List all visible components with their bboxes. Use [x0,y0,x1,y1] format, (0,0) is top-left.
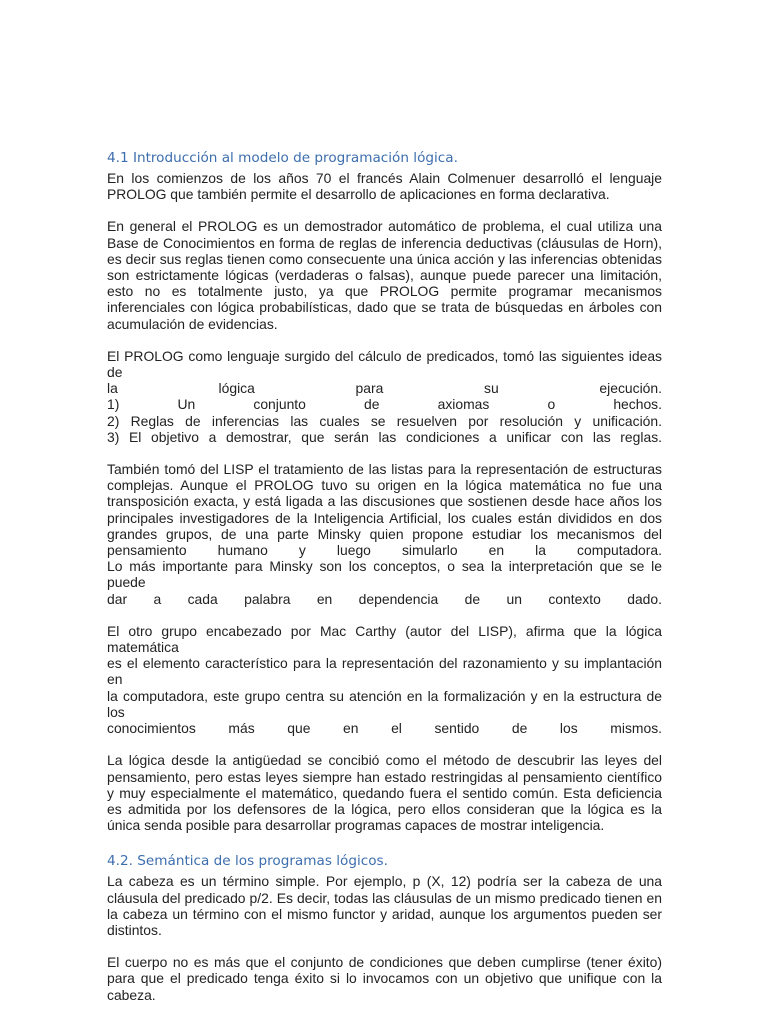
text-line: complejas. Aunque el PROLOG tuvo su origen en la lógica matemática no fue una [107,477,662,494]
text-line: El PROLOG como lenguaje surgido del cálculo de predicados, tomó las siguientes ideas de [107,347,662,381]
paragraph-head: La cabeza es un término simple. Por ejemplo, p (X, 12) podría ser la cabeza de una cláusula del predicado p/2. Es decir, todas las cláusulas de un mismo predicado tienen en la cabeza un término con el mismo functor y aridad, aunque los argumentos pueden ser distintos. [107,873,662,938]
paragraph-lisp [107,461,662,607]
text-line: grandes grupos, de una parte Minsky quien propone estudiar los mecanismos del [107,525,662,542]
paragraph-body: El cuerpo no es más que el conjunto de condiciones que deben cumplirse (tener éxito) para que el predicado tenga éxito si lo invocamos con un objetivo que unifique con la cabeza. [107,954,662,1003]
text-line: Lo más importante para Minsky son los conceptos, o sea la interpretación que se le puede [107,558,662,591]
section-heading-4-1: 4.1 Introducción al modelo de programación lógica. [107,150,458,166]
text-line: También tomó del LISP el tratamiento de las listas para la representación de estructuras [107,461,662,478]
paragraph-prolog-general: En general el PROLOG es un demostrador automático de problema, el cual utiliza una Base de Conocimientos en forma de reglas de inferencia deductivas (cláusulas de Horn), es decir sus reglas tienen como consecuente una única acción y las inferencias obtenidas son estrictamente lógicas (verdaderas o falsas), aunque puede parecer una limitación, esto no es totalmente justo, ya que PROLOG permite programar mecanismos inferenciales con lógica probabilísticas, dado que se trata de búsquedas en árboles con acumulación de evidencias. [107,218,662,332]
text-line: dar a cada palabra en dependencia de un contexto dado. [107,590,662,607]
list-item: 2) Reglas de inferencias las cuales se resuelven por resolución y unificación. [107,412,662,429]
section-heading-4-2: 4.2. Semántica de los programas lógicos. [107,853,388,870]
list-item: 1) Un conjunto de axiomas o hechos. [107,396,662,413]
text-line: El otro grupo encabezado por Mac Carthy (autor del LISP), afirma que la lógica matemática [107,622,662,656]
text-line: pensamiento humano y luego simularlo en la computadora. [107,542,662,559]
list-item: 3) El objetivo a demostrar, que serán las condiciones a unificar con las reglas. [107,428,662,445]
text-line: la lógica para su ejecución. [107,380,662,397]
document-page [107,148,662,1003]
text-line: conocimientos más que en el sentido de los mismos. [107,720,662,737]
text-line: es el elemento característico para la representación del razonamiento y su implantación en [107,655,662,688]
paragraph-mac-carthy [107,623,662,736]
paragraph-intro: En los comienzos de los años 70 el francés Alain Colmenuer desarrolló el lenguaje PROLOG que también permite el desarrollo de aplicaciones en forma declarativa. [107,170,662,203]
text-line: principales investigadores de la Inteligencia Artificial, los cuales están divididos en dos [107,509,662,526]
text-line: la computadora, este grupo centra su atención en la formalización y en la estructura de los [107,687,662,720]
text-line: transposición exacta, y está ligada a las discusiones que sostienen desde hace años los [107,493,662,510]
paragraph-prolog-ideas [107,348,662,445]
paragraph-logic-history: La lógica desde la antigüedad se concibió como el método de descubrir las leyes del pensamiento, pero estas leyes siempre han estado restringidas al pensamiento científico y muy especialmente el matemático, quedando fuera el sentido común. Esta deficiencia es admitida por los defensores de la lógica, pero ellos consideran que la lógica es la única senda posible para desarrollar programas capaces de mostrar inteligencia. [107,752,662,834]
